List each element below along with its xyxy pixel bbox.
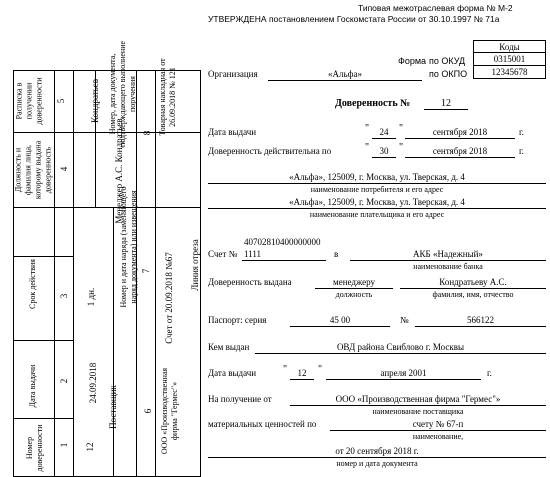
approved-line: УТВЕРЖДЕНА постановлением Госкомстата России от 30.10.1997 № 71а xyxy=(208,14,500,24)
spine-col4-num: 4 xyxy=(58,166,69,172)
spine-col1-num: 1 xyxy=(58,442,69,448)
payer-value: «Альфа», 125009, г. Москва, ул. Тверская, д. 4 xyxy=(289,197,465,207)
spine-col2-value: 24.09.2018 xyxy=(87,362,98,404)
spine-col1-value: 12 xyxy=(84,442,95,452)
cut-line-label: Линия отреза xyxy=(189,239,200,291)
spine-col3-value: 1 дн. xyxy=(85,287,96,307)
issued-by-value: ОВД района Свиблово г. Москвы xyxy=(336,342,465,352)
consumer-value: «Альфа», 125009, г. Москва, ул. Тверская, д. 4 xyxy=(289,172,465,182)
spine-col2-header: Дата выдачи xyxy=(28,364,37,408)
consumer-caption: наименование потребителя и его адрес xyxy=(310,185,444,194)
passport-month: апреля 2001 xyxy=(380,368,427,378)
spine-col8-num: 8 xyxy=(141,130,152,136)
supplier-value: ООО «Производственная фирма "Гермес"» xyxy=(335,394,501,404)
okpo-label: по ОКПО xyxy=(429,69,468,79)
issue-month: сентября 2018 xyxy=(432,127,488,137)
valid-year-suffix: г. xyxy=(519,146,524,156)
spine-col6-num: 6 xyxy=(142,408,153,414)
valid-month: сентября 2018 xyxy=(432,146,488,156)
form-label: Форма xyxy=(398,56,427,66)
org-label: Организация xyxy=(208,69,258,79)
quote-open-2: " xyxy=(365,142,370,153)
bank-caption: наименование банка xyxy=(413,262,483,271)
passport-number: 566122 xyxy=(467,315,494,325)
form-type-line: Типовая межотраслевая форма № М-2 xyxy=(358,3,513,13)
spine-col7-header: Номер и дата наряда (заменяющего наряд документа) или извещения xyxy=(119,186,138,308)
account-value-top: 40702810400000000 xyxy=(244,237,321,247)
passport-num-label: № xyxy=(400,315,409,325)
bank-name: АКБ «Надежный» xyxy=(413,249,483,259)
account-value-bottom: 1111 xyxy=(244,249,261,259)
supplier-caption: наименование поставщика xyxy=(372,407,464,416)
passport-label: Паспорт: серия xyxy=(208,315,267,325)
passport-day: 12 xyxy=(297,368,307,378)
quote-open: " xyxy=(365,123,370,134)
payer-caption: наименование плательщика и его адрес xyxy=(309,210,445,219)
doc-caption: наименование, xyxy=(412,432,464,441)
spine-col2-num: 2 xyxy=(58,378,69,384)
spine-col6-header: Поставщик xyxy=(107,385,118,429)
spine-col4-value: Менеджер А.С. Кондратьев xyxy=(113,118,124,224)
doc-value: счету № 67-п xyxy=(412,419,464,429)
spine-col8-value: Товарная накладная от 26.09.2018 № 121 xyxy=(158,58,177,136)
doc-number: 12 xyxy=(441,98,451,109)
issued-by-label: Кем выдан xyxy=(208,342,250,352)
account-label: Счет № xyxy=(208,249,238,259)
spine-col5-value: Кондратьев xyxy=(89,79,100,123)
spine-col8-header: Номер, дата документа, подтверждающего выполнение поручения xyxy=(108,40,137,148)
codes-header: Коды xyxy=(473,40,546,53)
okpo-value: 12345678 xyxy=(473,65,546,79)
valid-label: Доверенность действительна по xyxy=(208,146,332,156)
person-name: Кондратьеву А.С. xyxy=(439,277,507,287)
issue-year-suffix: г. xyxy=(519,127,524,137)
position-caption: должность xyxy=(335,290,373,299)
doc-date-caption: номер и дата документа xyxy=(336,459,418,468)
quote-open-3: " xyxy=(283,364,288,375)
passport-series: 45 00 xyxy=(329,315,351,325)
spine-col3-header: Срок действия xyxy=(28,259,37,309)
okud-value: 0315001 xyxy=(473,52,546,66)
quote-close-2: " xyxy=(399,142,404,153)
spine-col7-num: 7 xyxy=(140,268,151,274)
receive-from-label: На получение от xyxy=(208,394,272,404)
name-caption: фамилия, имя, отчество xyxy=(432,290,514,299)
issued-to-label: Доверенность выдана xyxy=(208,277,292,287)
okud-label: по ОКУД xyxy=(429,56,466,66)
spine-col5-num: 5 xyxy=(55,98,66,104)
spine-col6-value: ООО «Производственная фирма "Гермес"» xyxy=(160,367,179,455)
doc-title: Доверенность № xyxy=(335,98,411,109)
spine-col1-header: Номер доверенности xyxy=(25,424,44,472)
quote-close: " xyxy=(399,123,404,134)
issue-day: 24 xyxy=(379,127,389,137)
passport-date-suffix: г. xyxy=(487,368,492,378)
spine-col5-header: Расписка в получении доверенности xyxy=(14,77,44,125)
doc-date-value: от 20 сентября 2018 г. xyxy=(335,446,419,456)
valid-day: 30 xyxy=(379,146,389,156)
account-in-label: в xyxy=(334,249,339,259)
spine-col4-header: Должность и фамилия лица, которому выдана доверенность xyxy=(13,140,53,200)
org-value: «Альфа» xyxy=(328,69,362,79)
values-label: материальных ценностей по xyxy=(208,419,317,429)
spine-table xyxy=(0,0,200,477)
passport-date-label: Дата выдачи xyxy=(208,368,257,378)
quote-close-3: " xyxy=(318,364,323,375)
person-position: менеджеру xyxy=(333,277,375,287)
spine-col7-value: Счет от 20.09.2018 №67 xyxy=(163,252,174,344)
issue-date-label: Дата выдачи xyxy=(208,127,257,137)
spine-col3-num: 3 xyxy=(58,293,69,299)
